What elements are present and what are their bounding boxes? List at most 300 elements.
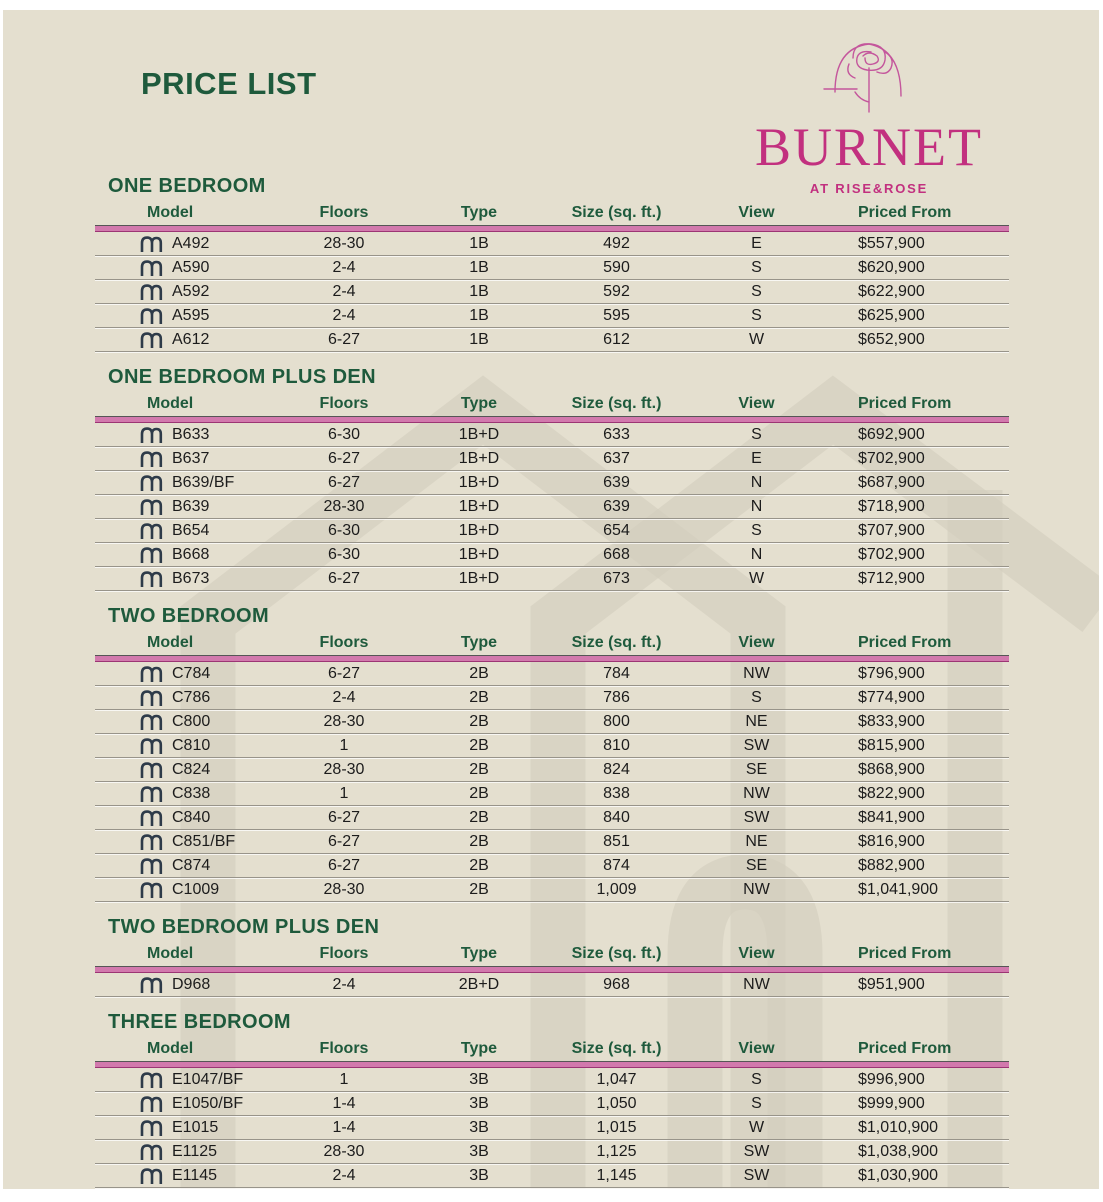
section-heading: ONE BEDROOM PLUS DEN: [108, 366, 377, 388]
price-cell: $999,900: [858, 1095, 925, 1112]
size-cell: 1,050: [596, 1095, 637, 1112]
m-monogram-icon: [140, 737, 163, 754]
column-header: Type: [460, 1040, 498, 1057]
size-cell: 1,015: [596, 1119, 637, 1136]
view-cell: W: [748, 1119, 765, 1136]
model-label: A492: [172, 235, 210, 252]
size-cell: 810: [603, 737, 630, 754]
view-cell: S: [751, 259, 762, 276]
size-cell: 784: [603, 665, 630, 682]
model-cell: [95, 878, 270, 901]
column-header: Model: [147, 1040, 194, 1057]
price-section: [95, 365, 1009, 591]
type-cell: 2B: [469, 785, 489, 802]
floors-cell: 6-27: [327, 331, 361, 348]
size-cell: 592: [603, 283, 630, 300]
view-cell: SW: [743, 1167, 770, 1184]
column-header: Floors: [319, 634, 369, 651]
m-monogram-icon: [140, 450, 163, 467]
price-cell: $1,030,900: [858, 1167, 939, 1184]
table-row: [95, 232, 1009, 256]
price-cell: $1,041,900: [858, 881, 939, 898]
section-heading: ONE BEDROOM: [108, 175, 266, 197]
model-label: B639/BF: [172, 474, 235, 491]
price-tables: [3, 174, 1099, 1188]
model-label: C824: [172, 761, 211, 778]
model-cell: [95, 1068, 270, 1091]
view-cell: E: [751, 235, 762, 252]
model-label: C786: [172, 689, 211, 706]
header-rule: [95, 966, 1009, 973]
price-section: [95, 1010, 1009, 1188]
type-cell: 1B+D: [458, 498, 500, 515]
rose-sketch-icon: [819, 30, 919, 118]
type-cell: 2B: [469, 761, 489, 778]
model-label: A592: [172, 283, 210, 300]
model-label: C874: [172, 857, 211, 874]
price-cell: $1,038,900: [858, 1143, 939, 1160]
type-cell: 1B+D: [458, 522, 500, 539]
table-row: [95, 1068, 1009, 1092]
size-cell: 824: [603, 761, 630, 778]
type-cell: 2B: [469, 881, 489, 898]
column-header: Priced From: [858, 204, 952, 221]
price-cell: $692,900: [858, 426, 925, 443]
size-cell: 590: [603, 259, 630, 276]
floors-cell: 1: [339, 1071, 349, 1088]
floors-cell: 6-27: [327, 474, 361, 491]
table-row: [95, 973, 1009, 997]
view-cell: NW: [743, 976, 770, 993]
model-cell: [95, 1092, 270, 1115]
column-header: Priced From: [858, 1040, 952, 1057]
price-cell: $620,900: [858, 259, 925, 276]
floors-cell: 28-30: [323, 881, 365, 898]
table-row: [95, 710, 1009, 734]
brand-name: BURNET: [755, 117, 983, 177]
floors-cell: 1: [339, 737, 349, 754]
column-header: Floors: [319, 395, 369, 412]
view-cell: S: [751, 689, 762, 706]
type-cell: 1B+D: [458, 570, 500, 587]
model-label: C1009: [172, 881, 220, 898]
model-label: B673: [172, 570, 210, 587]
model-label: E1047/BF: [172, 1071, 244, 1088]
model-cell: [95, 662, 270, 685]
table-row: [95, 447, 1009, 471]
column-header: View: [738, 634, 775, 651]
price-cell: $1,010,900: [858, 1119, 939, 1136]
type-cell: 2B: [469, 665, 489, 682]
size-cell: 874: [603, 857, 630, 874]
model-cell: [95, 830, 270, 853]
floors-cell: 6-27: [327, 450, 361, 467]
type-cell: 1B: [469, 283, 489, 300]
price-cell: $774,900: [858, 689, 925, 706]
model-cell: [95, 1140, 270, 1163]
type-cell: 3B: [469, 1167, 489, 1184]
price-section: [95, 174, 1009, 352]
table-body: [95, 232, 1009, 352]
section-heading: TWO BEDROOM PLUS DEN: [108, 916, 380, 938]
view-cell: NE: [745, 713, 768, 730]
column-header: View: [738, 204, 775, 221]
m-monogram-icon: [140, 307, 163, 324]
column-header: Model: [147, 395, 194, 412]
column-header: Floors: [319, 1040, 369, 1057]
price-cell: $702,900: [858, 450, 925, 467]
view-cell: SW: [743, 737, 770, 754]
model-cell: [95, 519, 270, 542]
size-cell: 612: [603, 331, 630, 348]
price-cell: $816,900: [858, 833, 925, 850]
floors-cell: 6-27: [327, 857, 361, 874]
size-cell: 1,047: [596, 1071, 637, 1088]
model-cell: [95, 567, 270, 590]
type-cell: 2B: [469, 737, 489, 754]
view-cell: S: [751, 1095, 762, 1112]
header-rule: [95, 416, 1009, 423]
type-cell: 3B: [469, 1143, 489, 1160]
view-cell: S: [751, 283, 762, 300]
table-body: [95, 423, 1009, 591]
type-cell: 2B: [469, 713, 489, 730]
column-header: View: [738, 945, 775, 962]
floors-cell: 28-30: [323, 1143, 365, 1160]
model-label: E1015: [172, 1119, 219, 1136]
price-section: [95, 915, 1009, 997]
model-cell: [95, 328, 270, 351]
view-cell: S: [751, 522, 762, 539]
table-body: [95, 973, 1009, 997]
size-cell: 968: [603, 976, 630, 993]
type-cell: 1B+D: [458, 546, 500, 563]
type-cell: 3B: [469, 1119, 489, 1136]
column-header: Size (sq. ft.): [571, 395, 662, 412]
size-cell: 851: [603, 833, 630, 850]
m-monogram-icon: [140, 785, 163, 802]
model-cell: [95, 758, 270, 781]
table-row: [95, 830, 1009, 854]
model-label: C851/BF: [172, 833, 236, 850]
view-cell: SW: [743, 809, 770, 826]
size-cell: 639: [603, 474, 630, 491]
size-cell: 1,009: [596, 881, 637, 898]
view-cell: S: [751, 426, 762, 443]
floors-cell: 6-30: [327, 546, 361, 563]
table-row: [95, 878, 1009, 902]
column-header: Type: [460, 945, 498, 962]
header-rule: [95, 655, 1009, 662]
m-monogram-icon: [140, 546, 163, 563]
price-cell: $882,900: [858, 857, 925, 874]
type-cell: 1B: [469, 235, 489, 252]
model-label: E1145: [172, 1167, 218, 1184]
type-cell: 2B: [469, 857, 489, 874]
table-row: [95, 471, 1009, 495]
model-label: B668: [172, 546, 210, 563]
price-cell: $712,900: [858, 570, 925, 587]
m-monogram-icon: [140, 331, 163, 348]
table-row: [95, 328, 1009, 352]
price-cell: $868,900: [858, 761, 925, 778]
model-cell: [95, 280, 270, 303]
column-header: View: [738, 1040, 775, 1057]
type-cell: 1B+D: [458, 426, 500, 443]
table-row: [95, 662, 1009, 686]
floors-cell: 1-4: [332, 1095, 356, 1112]
m-monogram-icon: [140, 809, 163, 826]
model-label: C840: [172, 809, 211, 826]
floors-cell: 28-30: [323, 761, 365, 778]
model-label: C800: [172, 713, 211, 730]
m-monogram-icon: [140, 1143, 163, 1160]
model-label: C810: [172, 737, 211, 754]
column-header: Model: [147, 945, 194, 962]
view-cell: E: [751, 450, 762, 467]
model-label: D968: [172, 976, 211, 993]
header-rule: [95, 225, 1009, 232]
table-row: [95, 567, 1009, 591]
m-monogram-icon: [140, 1167, 163, 1184]
floors-cell: 28-30: [323, 713, 365, 730]
table-row: [95, 854, 1009, 878]
price-section: [95, 604, 1009, 902]
column-header: View: [738, 395, 775, 412]
m-monogram-icon: [140, 713, 163, 730]
m-monogram-icon: [140, 761, 163, 778]
model-cell: [95, 256, 270, 279]
view-cell: NW: [743, 785, 770, 802]
model-label: A595: [172, 307, 210, 324]
m-monogram-icon: [140, 283, 163, 300]
view-cell: NE: [745, 833, 768, 850]
table-row: [95, 304, 1009, 328]
floors-cell: 6-27: [327, 833, 361, 850]
page-title: PRICE LIST: [141, 66, 317, 101]
floors-cell: 6-30: [327, 522, 361, 539]
price-cell: $841,900: [858, 809, 925, 826]
model-cell: [95, 423, 270, 446]
model-cell: [95, 854, 270, 877]
table-row: [95, 543, 1009, 567]
model-label: B639: [172, 498, 210, 515]
floors-cell: 1-4: [332, 1119, 356, 1136]
m-monogram-icon: [140, 1071, 163, 1088]
size-cell: 1,125: [596, 1143, 637, 1160]
floors-cell: 2-4: [332, 307, 356, 324]
model-label: B633: [172, 426, 210, 443]
floors-cell: 2-4: [332, 976, 356, 993]
type-cell: 1B+D: [458, 474, 500, 491]
column-header: Size (sq. ft.): [571, 204, 662, 221]
model-cell: [95, 782, 270, 805]
table-row: [95, 495, 1009, 519]
model-cell: [95, 1116, 270, 1139]
size-cell: 595: [603, 307, 630, 324]
floors-cell: 6-30: [327, 426, 361, 443]
type-cell: 2B: [469, 809, 489, 826]
table-row: [95, 1116, 1009, 1140]
model-label: B654: [172, 522, 210, 539]
model-cell: [95, 471, 270, 494]
floors-cell: 28-30: [323, 498, 365, 515]
table-row: [95, 423, 1009, 447]
m-monogram-icon: [140, 881, 163, 898]
view-cell: NW: [743, 665, 770, 682]
m-monogram-icon: [140, 689, 163, 706]
table-row: [95, 1140, 1009, 1164]
price-cell: $718,900: [858, 498, 925, 515]
column-header: Priced From: [858, 395, 952, 412]
type-cell: 2B: [469, 833, 489, 850]
m-monogram-icon: [140, 857, 163, 874]
table-row: [95, 280, 1009, 304]
view-cell: N: [750, 498, 763, 515]
model-cell: [95, 1164, 270, 1187]
brand-logo: [699, 30, 1039, 196]
m-monogram-icon: [140, 522, 163, 539]
column-header: Size (sq. ft.): [571, 1040, 662, 1057]
model-label: A612: [172, 331, 210, 348]
table-row: [95, 686, 1009, 710]
table-row: [95, 734, 1009, 758]
price-cell: $815,900: [858, 737, 925, 754]
view-cell: NW: [743, 881, 770, 898]
view-cell: SE: [745, 761, 768, 778]
column-header: Floors: [319, 204, 369, 221]
price-cell: $833,900: [858, 713, 925, 730]
price-cell: $557,900: [858, 235, 925, 252]
model-cell: [95, 447, 270, 470]
size-cell: 668: [603, 546, 630, 563]
floors-cell: 6-27: [327, 570, 361, 587]
table-header-row: [95, 201, 1009, 225]
type-cell: 1B: [469, 307, 489, 324]
view-cell: SE: [745, 857, 768, 874]
model-cell: [95, 806, 270, 829]
m-monogram-icon: [140, 1095, 163, 1112]
floors-cell: 2-4: [332, 259, 356, 276]
model-cell: [95, 304, 270, 327]
view-cell: N: [750, 546, 763, 563]
model-cell: [95, 543, 270, 566]
price-cell: $822,900: [858, 785, 925, 802]
price-cell: $702,900: [858, 546, 925, 563]
floors-cell: 6-27: [327, 665, 361, 682]
table-header-row: [95, 1037, 1009, 1061]
floors-cell: 6-27: [327, 809, 361, 826]
table-row: [95, 256, 1009, 280]
table-row: [95, 758, 1009, 782]
column-header: Priced From: [858, 634, 952, 651]
table-header-row: [95, 392, 1009, 416]
size-cell: 673: [603, 570, 630, 587]
size-cell: 654: [603, 522, 630, 539]
view-cell: S: [751, 1071, 762, 1088]
size-cell: 840: [603, 809, 630, 826]
model-cell: [95, 734, 270, 757]
model-label: A590: [172, 259, 210, 276]
floors-cell: 2-4: [332, 689, 356, 706]
floors-cell: 2-4: [332, 283, 356, 300]
size-cell: 492: [603, 235, 630, 252]
size-cell: 1,145: [596, 1167, 637, 1184]
size-cell: 639: [603, 498, 630, 515]
column-header: Size (sq. ft.): [571, 945, 662, 962]
view-cell: S: [751, 307, 762, 324]
model-cell: [95, 232, 270, 255]
table-row: [95, 519, 1009, 543]
table-row: [95, 1092, 1009, 1116]
model-label: E1050/BF: [172, 1095, 244, 1112]
table-row: [95, 806, 1009, 830]
price-cell: $622,900: [858, 283, 925, 300]
model-cell: [95, 686, 270, 709]
price-list-page: [3, 10, 1099, 1189]
table-header-row: [95, 942, 1009, 966]
table-row: [95, 782, 1009, 806]
column-header: Floors: [319, 945, 369, 962]
brand-tagline: AT RISE&ROSE: [809, 181, 929, 196]
type-cell: 1B: [469, 331, 489, 348]
model-label: B637: [172, 450, 210, 467]
m-monogram-icon: [140, 259, 163, 276]
price-cell: $796,900: [858, 665, 925, 682]
type-cell: 3B: [469, 1071, 489, 1088]
type-cell: 1B: [469, 259, 489, 276]
column-header: Type: [460, 395, 498, 412]
price-cell: $687,900: [858, 474, 925, 491]
model-cell: [95, 710, 270, 733]
price-cell: $707,900: [858, 522, 925, 539]
view-cell: N: [750, 474, 763, 491]
type-cell: 2B: [469, 689, 489, 706]
section-heading: TWO BEDROOM: [108, 605, 270, 627]
column-header: Type: [460, 204, 498, 221]
price-cell: $652,900: [858, 331, 925, 348]
m-monogram-icon: [140, 1119, 163, 1136]
column-header: Size (sq. ft.): [571, 634, 662, 651]
view-cell: SW: [743, 1143, 770, 1160]
header-rule: [95, 1061, 1009, 1068]
floors-cell: 2-4: [332, 1167, 356, 1184]
model-cell: [95, 973, 270, 996]
m-monogram-icon: [140, 426, 163, 443]
price-cell: $625,900: [858, 307, 925, 324]
m-monogram-icon: [140, 570, 163, 587]
m-monogram-icon: [140, 976, 163, 993]
m-monogram-icon: [140, 665, 163, 682]
table-row: [95, 1164, 1009, 1188]
size-cell: 786: [603, 689, 630, 706]
type-cell: 2B+D: [458, 976, 500, 993]
model-label: E1125: [172, 1143, 218, 1160]
floors-cell: 1: [339, 785, 349, 802]
m-monogram-icon: [140, 474, 163, 491]
column-header: Priced From: [858, 945, 952, 962]
m-monogram-icon: [140, 833, 163, 850]
size-cell: 800: [603, 713, 630, 730]
table-body: [95, 1068, 1009, 1188]
view-cell: W: [748, 570, 765, 587]
model-cell: [95, 495, 270, 518]
price-cell: $996,900: [858, 1071, 925, 1088]
size-cell: 637: [603, 450, 630, 467]
section-heading: THREE BEDROOM: [108, 1011, 291, 1033]
column-header: Type: [460, 634, 498, 651]
price-cell: $951,900: [858, 976, 925, 993]
